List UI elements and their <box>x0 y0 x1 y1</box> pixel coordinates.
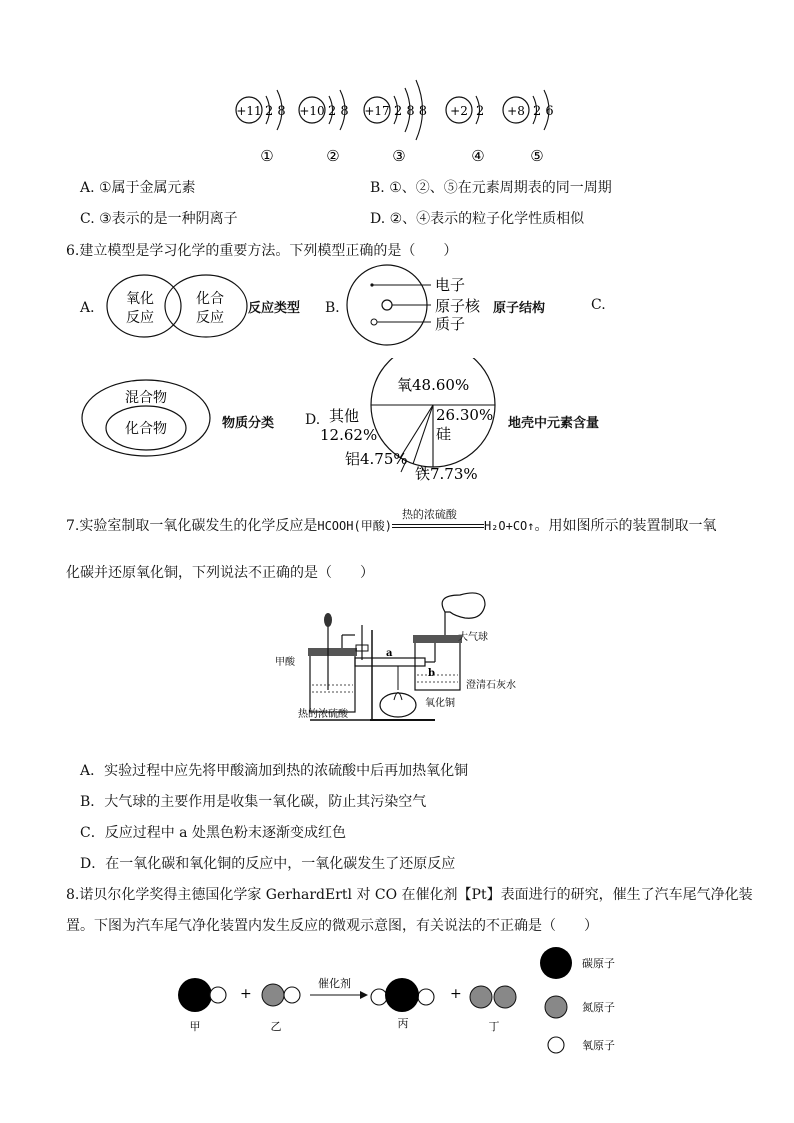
q6-option-c-caption: 物质分类 <box>222 416 275 431</box>
atom-shells-4: 2 <box>476 104 485 119</box>
atom-shells-5: 2 6 <box>533 104 554 119</box>
label-mixture: 混合物 <box>125 390 167 406</box>
q7-option-a: A．实验过程中应先将甲酸滴加到热的浓硫酸中后再加热氧化铜 <box>80 763 469 779</box>
q7-formula-left: HCOOH(甲酸) <box>317 519 392 533</box>
label-proton: 质子 <box>435 315 466 333</box>
catalyst-label: 催化剂 <box>318 977 351 990</box>
atom-label-3: ③ <box>392 147 406 165</box>
q6-option-a-caption: 反应类型 <box>248 301 301 316</box>
molecule-reaction-diagram <box>170 940 630 1060</box>
apparatus-label-balloon: 大气球 <box>458 632 488 643</box>
molecule-jia <box>178 978 226 1012</box>
legend-carbon-atom <box>540 947 572 979</box>
label-nucleus: 原子核 <box>435 297 481 315</box>
legend-carbon-label: 碳原子 <box>582 957 615 970</box>
molecule-bing <box>371 978 434 1012</box>
label-yi: 乙 <box>270 1020 282 1033</box>
matter-classification-model <box>80 378 215 460</box>
atom-shells-2: 2 8 <box>328 104 349 119</box>
legend-nitrogen-label: 氮原子 <box>582 1001 615 1014</box>
legend-oxygen-atom <box>548 1037 564 1053</box>
q7-option-b: B．大气球的主要作用是收集一氧化碳，防止其污染空气 <box>80 794 427 810</box>
q5-option-d: D. ②、④表示的粒子化学性质相似 <box>370 211 585 227</box>
crust-element-pie <box>315 358 505 486</box>
legend-oxygen-label: 氧原子 <box>582 1039 615 1052</box>
q5-option-c: C. ③表示的是一种阴离子 <box>80 211 238 227</box>
atom-nucleus-5: +8 <box>507 104 525 118</box>
legend-nitrogen-atom <box>545 996 567 1018</box>
atom-structure-diagrams <box>225 68 565 168</box>
apparatus-label-limewater: 澄清石灰水 <box>466 680 516 691</box>
apparatus-label-a: a <box>386 648 393 659</box>
q7-option-c: C．反应过程中 a 处黑色粉末逐渐变成红色 <box>80 825 346 841</box>
venn-left-label-1: 氧化 <box>126 291 154 307</box>
atom-label-2: ② <box>326 147 340 165</box>
atom-diagram-2 <box>299 90 349 165</box>
co-apparatus-diagram <box>270 590 530 745</box>
label-bing: 丙 <box>397 1017 409 1030</box>
apparatus-label-sulfuric-acid: 热的浓硫酸 <box>298 709 348 720</box>
atom-nucleus-2: +10 <box>299 104 325 118</box>
q7-reaction-arrow <box>392 508 484 533</box>
label-jia: 甲 <box>189 1020 201 1033</box>
q6-option-b-caption: 原子结构 <box>493 301 546 316</box>
atom-diagram-3 <box>364 80 427 165</box>
venn-right-label-1: 化合 <box>196 291 224 307</box>
venn-left-label-2: 反应 <box>126 310 154 326</box>
atom-label-5: ⑤ <box>530 147 544 165</box>
atom-label-1: ① <box>260 147 274 165</box>
q6-option-d-caption: 地壳中元素含量 <box>508 416 600 431</box>
pie-label-other-pct: 12.62% <box>320 426 378 444</box>
label-electron: 电子 <box>435 276 466 294</box>
molecule-yi <box>262 984 300 1006</box>
atom-nucleus-1: +11 <box>236 104 262 118</box>
atom-nucleus-4: +2 <box>450 104 468 118</box>
atom-shells-1: 2 8 <box>265 104 286 119</box>
q7-stem-post: 。用如图所示的装置制取一氧 <box>534 518 717 534</box>
atom-structure-model <box>345 263 495 349</box>
atom-label-4: ④ <box>471 147 485 165</box>
q7-stem-line2: 化碳并还原氧化铜，下列说法不正确的是（ ） <box>66 565 374 581</box>
q7-condition: 热的浓硫酸 <box>401 508 457 521</box>
pie-label-silicon: 硅 <box>436 425 452 443</box>
q6-option-d-letter: D. <box>305 412 321 428</box>
atom-diagram-1 <box>236 90 286 165</box>
atom-diagram-5 <box>503 90 554 165</box>
venn-right-label-2: 反应 <box>196 310 224 326</box>
q6-option-c-letter: C. <box>591 297 606 313</box>
q7-stem-pre: 7.实验室制取一氧化碳发生的化学反应是 <box>66 518 318 534</box>
atom-nucleus-3: +17 <box>364 104 390 118</box>
pie-label-aluminium: 铝4.75% <box>345 450 408 468</box>
q7-option-d: D．在一氧化碳和氧化铜的反应中，一氧化碳发生了还原反应 <box>80 856 456 872</box>
q6-option-a-letter: A． <box>80 300 105 316</box>
apparatus-label-formic-acid: 甲酸 <box>275 657 295 668</box>
reaction-type-venn <box>104 272 249 342</box>
q7-formula-right: H₂O+CO↑ <box>483 519 535 533</box>
q6-stem: 6.建立模型是学习化学的重要方法。下列模型正确的是（ ） <box>66 243 458 259</box>
pie-label-silicon-pct: 26.30% <box>436 406 494 424</box>
q6-option-b-letter: B． <box>325 300 350 316</box>
q8-stem-line2: 置。下图为汽车尾气净化装置内发生反应的微观示意图，有关说法的不正确是（ ） <box>66 918 598 934</box>
pie-label-iron: 铁7.73% <box>415 465 478 483</box>
q7-stem-line1 <box>66 508 717 535</box>
label-compound: 化合物 <box>125 421 167 437</box>
pie-label-other: 其他 <box>329 407 360 425</box>
apparatus-label-copper-oxide: 氧化铜 <box>425 698 455 709</box>
q5-option-b: B. ①、②、⑤在元素周期表的同一周期 <box>370 180 612 196</box>
q8-stem-line1: 8.诺贝尔化学奖得主德国化学家 GerhardErtl 对 CO 在催化剂【Pt】表面进行的研究，催生了汽车尾气净化装 <box>66 887 753 903</box>
plus-sign-2: + <box>450 986 462 1002</box>
apparatus-label-b: b <box>428 668 435 679</box>
plus-sign-1: + <box>240 986 252 1002</box>
pie-label-oxygen: 氧48.60% <box>397 376 470 394</box>
molecule-ding <box>470 986 516 1008</box>
atom-diagram-4 <box>446 96 485 165</box>
atom-shells-3: 2 8 8 <box>394 104 428 119</box>
label-ding: 丁 <box>488 1020 500 1033</box>
q5-option-a: A. ①属于金属元素 <box>80 180 196 196</box>
